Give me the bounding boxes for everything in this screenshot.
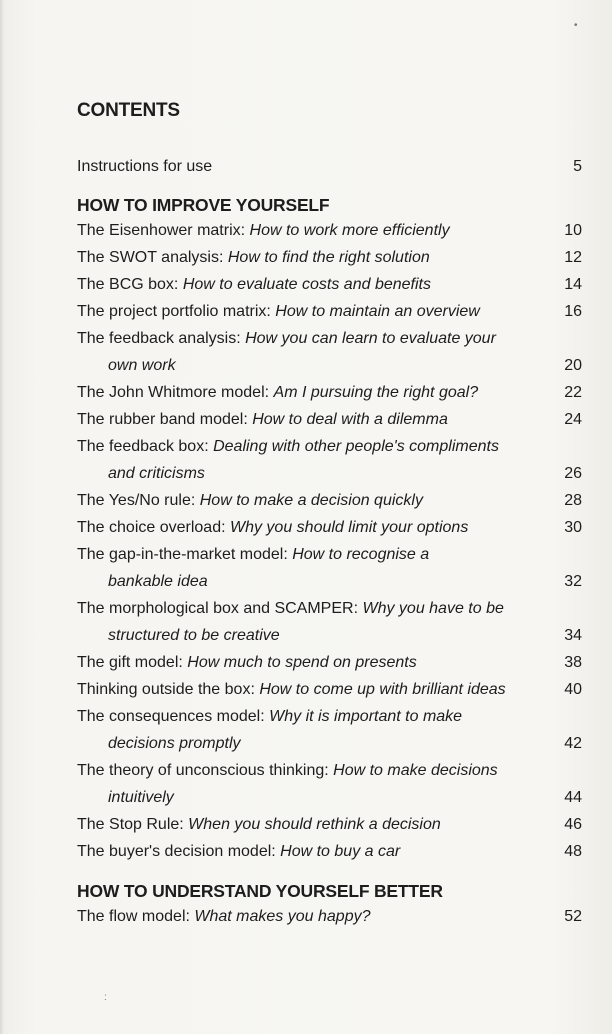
toc-entry bbox=[77, 653, 527, 673]
toc-entry-subtitle-cont: and criticisms bbox=[108, 465, 205, 482]
toc-page-number: 42 bbox=[564, 735, 582, 752]
toc-entry bbox=[77, 302, 527, 322]
toc-entry-continuation bbox=[108, 626, 558, 646]
toc-entry-name: The feedback box: bbox=[77, 438, 214, 455]
toc-entry-subtitle-cont: own work bbox=[108, 357, 176, 374]
contents-heading: CONTENTS bbox=[77, 100, 180, 121]
toc-entry-subtitle: How to recognise a bbox=[292, 546, 430, 563]
toc-entry-name: The SWOT analysis: bbox=[77, 249, 228, 266]
toc-entry bbox=[77, 383, 527, 403]
toc-page-number: 22 bbox=[564, 384, 582, 401]
toc-entry-name: Thinking outside the box: bbox=[77, 681, 260, 698]
toc-entry-name: The choice overload: bbox=[77, 519, 230, 536]
toc-page-number: 32 bbox=[564, 573, 582, 590]
toc-entry-name: The rubber band model: bbox=[77, 411, 253, 428]
toc-entry-continuation bbox=[108, 464, 558, 484]
toc-entry-subtitle: Why you should limit your options bbox=[229, 519, 469, 536]
toc-page-number: 24 bbox=[564, 411, 582, 428]
toc-entry-subtitle: How to evaluate costs and benefits bbox=[182, 276, 431, 293]
ink-speck: : bbox=[104, 992, 107, 1003]
toc-entry bbox=[77, 491, 527, 511]
toc-page-number: 34 bbox=[564, 627, 582, 644]
toc-entry-subtitle-cont: decisions promptly bbox=[108, 735, 241, 752]
toc-entry bbox=[77, 599, 527, 619]
toc-entry-name: The theory of unconscious thinking: bbox=[77, 762, 334, 779]
toc-page-number: 44 bbox=[564, 789, 582, 806]
toc-entry-name: The gap-in-the-market model: bbox=[77, 546, 293, 563]
toc-entry-subtitle: How to maintain an overview bbox=[275, 303, 480, 320]
toc-entry bbox=[77, 410, 527, 430]
toc-entry-subtitle: How to make decisions bbox=[333, 762, 498, 779]
toc-entry-continuation bbox=[108, 788, 558, 808]
toc-entry-intro bbox=[77, 157, 527, 177]
toc-page-number: 16 bbox=[564, 303, 582, 320]
toc-page-number: 40 bbox=[564, 681, 582, 698]
toc-entry-name: The buyer's decision model: bbox=[77, 843, 281, 860]
toc-entry bbox=[77, 518, 527, 538]
toc-page-number: 14 bbox=[564, 276, 582, 293]
toc-entry-name: The BCG box: bbox=[77, 276, 183, 293]
toc-entry-subtitle: What makes you happy? bbox=[194, 908, 371, 925]
toc-entry bbox=[77, 707, 527, 727]
toc-entry-subtitle-cont: structured to be creative bbox=[108, 627, 280, 644]
toc-page-number: 20 bbox=[564, 357, 582, 374]
toc-entry bbox=[77, 275, 527, 295]
ink-speck: • bbox=[574, 20, 578, 31]
toc-entry-name: The feedback analysis: bbox=[77, 330, 246, 347]
toc-entry-subtitle-cont: intuitively bbox=[108, 789, 174, 806]
toc-entry bbox=[77, 907, 527, 927]
toc-page-number: 10 bbox=[564, 222, 582, 239]
toc-page-number: 5 bbox=[573, 158, 582, 175]
toc-entry-subtitle: How to make a decision quickly bbox=[199, 492, 423, 509]
toc-page-number: 26 bbox=[564, 465, 582, 482]
toc-page-number: 46 bbox=[564, 816, 582, 833]
toc-entry-subtitle: How to find the right solution bbox=[227, 249, 430, 266]
toc-entry-name: The Eisenhower matrix: bbox=[77, 222, 250, 239]
toc-entry bbox=[77, 842, 527, 862]
toc-entry-name: The consequences model: bbox=[77, 708, 270, 725]
toc-entry-name: The flow model: bbox=[77, 908, 195, 925]
toc-page-number: 52 bbox=[564, 908, 582, 925]
toc-entry-subtitle: Why you have to be bbox=[362, 600, 504, 617]
toc-page-number: 38 bbox=[564, 654, 582, 671]
toc-page-number: 30 bbox=[564, 519, 582, 536]
toc-entry-subtitle-cont: bankable idea bbox=[108, 573, 208, 590]
toc-entry-subtitle: Why it is important to make bbox=[269, 708, 463, 725]
toc-entry-title: Instructions for use bbox=[77, 158, 213, 175]
toc-entry bbox=[77, 221, 527, 241]
toc-entry-name: The Stop Rule: bbox=[77, 816, 189, 833]
toc-page-number: 28 bbox=[564, 492, 582, 509]
toc-entry-subtitle: When you should rethink a decision bbox=[188, 816, 441, 833]
toc-entry-subtitle: How to come up with brilliant ideas bbox=[259, 681, 506, 698]
toc-entry bbox=[77, 248, 527, 268]
toc-entry bbox=[77, 680, 527, 700]
toc-entry-name: The gift model: bbox=[77, 654, 188, 671]
toc-entry-name: The morphological box and SCAMPER: bbox=[77, 600, 363, 617]
toc-entry-name: The Yes/No rule: bbox=[77, 492, 200, 509]
toc-entry-subtitle: Am I pursuing the right goal? bbox=[273, 384, 479, 401]
toc-entry-continuation bbox=[108, 572, 558, 592]
toc-entry bbox=[77, 545, 527, 565]
toc-page-number: 12 bbox=[564, 249, 582, 266]
toc-entry bbox=[77, 815, 527, 835]
toc-entry-subtitle: How much to spend on presents bbox=[187, 654, 417, 671]
toc-section-heading: HOW TO UNDERSTAND YOURSELF BETTER bbox=[77, 881, 443, 901]
toc-page-number: 48 bbox=[564, 843, 582, 860]
toc-section-heading: HOW TO IMPROVE YOURSELF bbox=[77, 195, 330, 215]
toc-entry-subtitle: How to buy a car bbox=[280, 843, 401, 860]
toc-entry-subtitle: How to deal with a dilemma bbox=[252, 411, 448, 428]
toc-entry bbox=[77, 329, 527, 349]
toc-entry-subtitle: Dealing with other people's compliments bbox=[213, 438, 499, 455]
toc-entry-subtitle: How to work more efficiently bbox=[249, 222, 450, 239]
toc-entry-name: The John Whitmore model: bbox=[77, 384, 274, 401]
toc-entry-continuation bbox=[108, 734, 558, 754]
toc-entry-subtitle: How you can learn to evaluate your bbox=[245, 330, 496, 347]
toc-entry-continuation bbox=[108, 356, 558, 376]
toc-entry-name: The project portfolio matrix: bbox=[77, 303, 276, 320]
toc-entry bbox=[77, 761, 527, 781]
toc-entry bbox=[77, 437, 527, 457]
